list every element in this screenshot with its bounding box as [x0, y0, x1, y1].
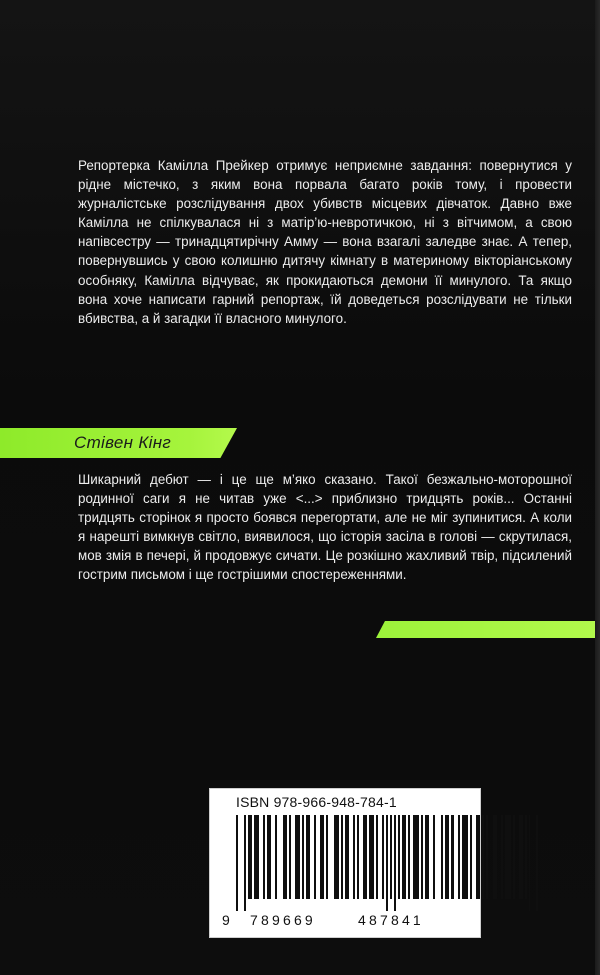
barcode-guard-bar: [536, 815, 538, 911]
barcode-bar: [382, 815, 384, 899]
barcode-bar: [505, 815, 511, 899]
barcode-bar: [525, 815, 527, 899]
barcode-digits-left: 789669: [250, 912, 316, 928]
barcode-bar: [482, 815, 484, 899]
barcode-bar: [334, 815, 340, 899]
barcode-bar: [441, 815, 443, 899]
barcode-bar: [408, 815, 410, 899]
barcode-digits-right: 487841: [358, 912, 424, 928]
barcode-bar: [421, 815, 423, 899]
barcode-bar: [248, 815, 252, 899]
barcode-bar: [493, 815, 497, 899]
bottom-accent-stripe: [376, 621, 600, 638]
barcode-bars: [236, 815, 462, 911]
barcode-bar: [398, 815, 400, 899]
barcode-bar: [283, 815, 287, 899]
barcode-bar: [306, 815, 310, 899]
barcode-guard-bar: [236, 815, 238, 911]
barcode-bar: [363, 815, 367, 899]
barcode-bar: [275, 815, 277, 899]
barcode-bar: [376, 815, 378, 899]
isbn-barcode: [209, 788, 481, 938]
barcode-bar: [486, 815, 488, 899]
barcode-bar: [263, 815, 265, 899]
barcode-bar: [314, 815, 316, 899]
barcode-bar: [425, 815, 429, 899]
barcode-bar: [289, 815, 291, 899]
barcode-guard-bar: [529, 815, 531, 911]
barcode-bar: [458, 815, 460, 899]
barcode-bar: [390, 815, 392, 899]
barcode-bar: [513, 815, 515, 899]
barcode-bar: [445, 815, 449, 899]
barcode-bar: [462, 815, 468, 899]
barcode-bar: [341, 815, 343, 899]
blurb-text: Репортерка Камілла Прейкер отримує неприємне завдання: повернутися у рідне містечко, з яким вона порвала багато років тому, і провести журналістське розслідування двох убивств місцевих дівчаток. Давно вже Камілла не спілкувалася ні з матір’ю-невротичкою, ні з вітчимом, а свою напівсестру — тринадцятирічну Амму — вона взагалі заледве знає. А тепер, повернувшись у свою колишню дитячу кімнату в материному вікторіанському особняку, Камілла відчуває, як прокидаються демони її минулого. Та якщо вона хоче написати гарний репортаж, їй доведеться розслідувати не тільки вбивства, а й загадки її власного минулого.: [78, 158, 572, 326]
barcode-bar: [470, 815, 472, 899]
barcode-bar: [320, 815, 324, 899]
review-quote: Шикарний дебют — і це ще м’яко сказано. Такої безжально-моторошної родинної саги я не читав уже <...> приблизно тридцять років... Останні тридцять сторінок я просто боявся перегортати, але не міг зупинитися. А коли я нарешті вимкнув світло, виявилося, що історія засіла в голові — скрутилася, мов змія в печері, й продовжує сичати. Це розкішно жахливий твір, підсилений гострим письмом і ще гострішими спостереженнями.: [78, 472, 572, 583]
review-author: Стівен Кінг: [74, 433, 172, 452]
barcode-guard-bar: [386, 815, 388, 911]
barcode-bar: [295, 815, 301, 899]
barcode-digit-first: 9: [222, 912, 233, 928]
barcode-bar: [519, 815, 523, 899]
barcode-bar: [476, 815, 480, 899]
barcode-bar: [357, 815, 359, 899]
barcode-bar: [451, 815, 455, 899]
barcode-bar: [345, 815, 349, 899]
isbn-label: ISBN 978-966-948-784-1: [236, 794, 397, 810]
barcode-bar: [353, 815, 355, 899]
barcode-guard-bar: [244, 815, 246, 911]
barcode-bar: [402, 815, 406, 899]
barcode-bar: [413, 815, 419, 899]
barcode-bar: [501, 815, 503, 899]
cover-edge: [595, 0, 600, 975]
barcode-bar: [302, 815, 304, 899]
barcode-guard-bar: [394, 815, 396, 911]
barcode-bar: [254, 815, 260, 899]
barcode-bar: [267, 815, 271, 899]
barcode-bar: [326, 815, 328, 899]
barcode-bar: [433, 815, 435, 899]
barcode-bar: [369, 815, 375, 899]
